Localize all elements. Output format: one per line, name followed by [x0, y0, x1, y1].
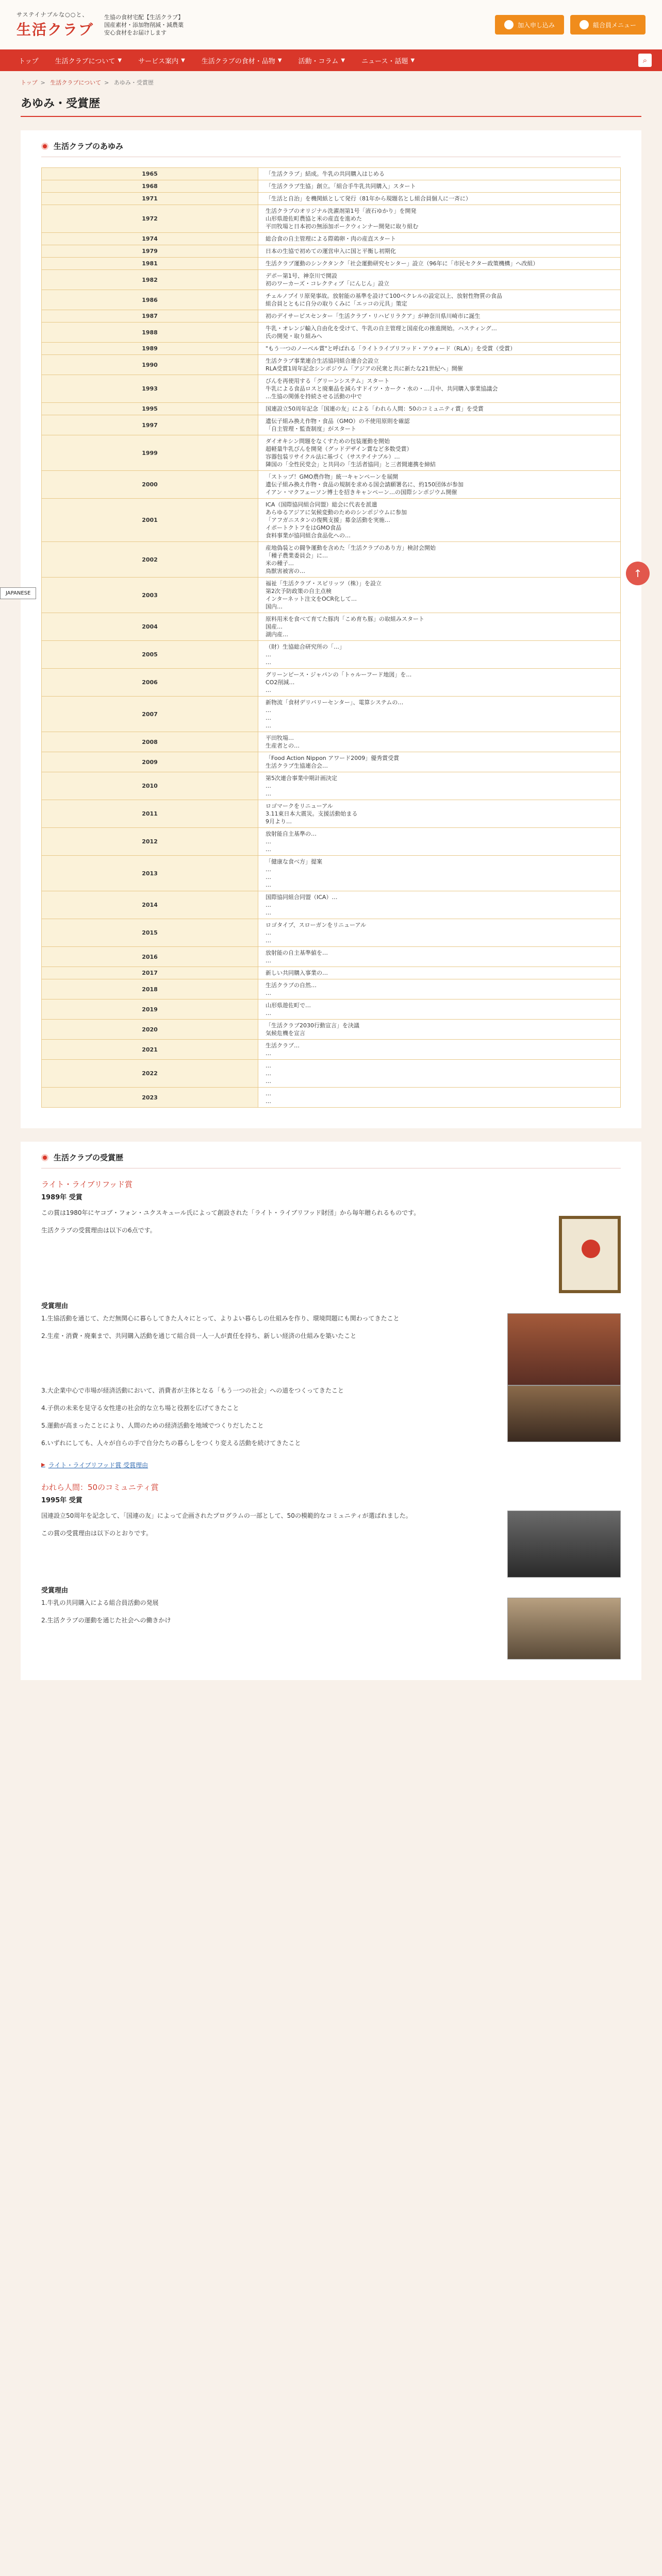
award-photo: [507, 1598, 621, 1659]
history-event: 原料用米を食べて育てた豚肉「こめ育ち豚」の取組みスタート 国産… 湖内産…: [258, 613, 621, 641]
history-row: [42, 435, 621, 471]
search-icon[interactable]: ⌕: [638, 54, 652, 67]
history-event: 「ストップ！GMO農作物」統一キャンペーンを展開 遺伝子組み換え作物・食品の規制を求める国会請願署名に、約150団体が参加 イアン・マクフェーソン博士を招きキャンペーン…の国際シンポジウム開催: [258, 471, 621, 499]
history-row: [42, 403, 621, 415]
history-row: [42, 270, 621, 290]
history-event: 生活クラブ事業連合生活協同組合連合会設立 RLA受賞1周年記念シンポジウム「アジアの民衆と共に新たな21世紀へ」開催: [258, 355, 621, 375]
history-event: … …: [258, 1088, 621, 1108]
history-row: [42, 415, 621, 435]
history-year: 2005: [42, 641, 258, 669]
history-row: [42, 919, 621, 947]
page-title: あゆみ・受賞歴: [21, 91, 641, 117]
history-year: 2012: [42, 828, 258, 856]
history-year: 2023: [42, 1088, 258, 1108]
history-year: 1988: [42, 323, 258, 343]
history-row: [42, 245, 621, 258]
reason-item: 2.生産・消費・廃棄まで、共同購入活動を通じて組合員一人一人が責任を持ち、新しい経済の仕組みを築いたこと: [41, 1332, 357, 1340]
history-year: 1982: [42, 270, 258, 290]
logo-text: 生活クラブ: [16, 21, 94, 38]
history-year: 1968: [42, 180, 258, 193]
history-row: [42, 669, 621, 697]
history-event: デポー第1号、神奈川で開設 初のワーカーズ・コレクティブ「にんじん」設立: [258, 270, 621, 290]
history-year: 2017: [42, 967, 258, 979]
logo-tagline: サステイナブルな○○と、: [16, 11, 89, 18]
back-to-top-button[interactable]: ↑: [626, 562, 650, 585]
history-row: [42, 697, 621, 732]
history-title: 生活クラブのあゆみ: [54, 142, 124, 151]
history-event: ロゴタイプ、スローガンをリニューアル … …: [258, 919, 621, 947]
history-row: [42, 752, 621, 772]
history-event: 遺伝子組み換え作物・食品（GMO）の不使用原則を確認 「自主管理・監査制度」がスタート: [258, 415, 621, 435]
awards-title: 生活クラブの受賞歴: [54, 1153, 124, 1162]
history-year: 2009: [42, 752, 258, 772]
award-year: 1989年 受賞: [41, 1194, 82, 1201]
award-intro2: 生活クラブの受賞理由は以下の6点です。: [41, 1227, 156, 1234]
history-row: [42, 578, 621, 613]
nav-item-service[interactable]: サービス案内 ▼: [138, 57, 185, 65]
award-intro: この賞は1980年にヤコブ・フォン・ユクスキュール氏によって創設された「ライト・ライブリフッド財団」から毎年贈られるものです。: [41, 1209, 420, 1216]
history-row: [42, 233, 621, 245]
awards-section: [21, 1142, 641, 1680]
history-event: 「生活と自治」を機関紙として発行（81年から現題名とし組合員個人に一斉に）: [258, 193, 621, 205]
reason-item: 5.運動が高まったことにより、人間のための経済活動を地域でつくりだしたこと: [41, 1422, 264, 1429]
history-year: 1987: [42, 310, 258, 323]
history-row: [42, 205, 621, 233]
history-row: [42, 290, 621, 310]
history-year: 1990: [42, 355, 258, 375]
award-intro2: この賞の受賞理由は以下のとおりです。: [41, 1530, 153, 1537]
history-event: 生活クラブのオリジナル洗濯剤第1号「液石ゆかり」を開発 山形県遊佐町農協と米の産直を進めた 平田牧場と日本初の無添加ポークウィンナー開発に取り組む: [258, 205, 621, 233]
history-row: [42, 1040, 621, 1060]
history-year: 2006: [42, 669, 258, 697]
nav-item-products[interactable]: 生活クラブの食材・品物 ▼: [201, 57, 282, 65]
history-year: 1999: [42, 435, 258, 471]
nav-item-activity[interactable]: 活動・コラム ▼: [298, 57, 345, 65]
award-name: ライト・ライブリフッド賞: [41, 1180, 133, 1189]
history-year: 1997: [42, 415, 258, 435]
history-row: [42, 310, 621, 323]
history-event: チェルノブイリ原発事故。放射能の基準を設けて100ベクレルの設定以上、放射性物質の食品 組合員とともに自分の取りくみに「エッコの元具」策定: [258, 290, 621, 310]
breadcrumb-about[interactable]: 生活クラブについて: [50, 79, 102, 86]
award-name: われら人間：50のコミュニティ賞: [41, 1483, 159, 1492]
history-year: 1965: [42, 168, 258, 180]
history-row: [42, 800, 621, 828]
award-certificate-image: [559, 1216, 621, 1293]
join-button[interactable]: 加入申し込み: [495, 15, 564, 35]
history-year: 1971: [42, 193, 258, 205]
history-year: 2008: [42, 732, 258, 752]
history-event: 福祉「生活クラブ・スピリッツ（株）」を設立 第2次予防政策の自主点検 インターネット注文をOCR化して… 国内…: [258, 578, 621, 613]
history-event: ロゴマークをリニューアル 3.11東日本大震災。支援活動始まる 9月より…: [258, 800, 621, 828]
award-reason-link[interactable]: ▶ ライト・ライブリフッド賞 受賞理由: [41, 1462, 148, 1469]
reason-item: 6.いずれにしても、人々が自らの手で自分たちの暮らしをつくり変える活動を続けてきたこと: [41, 1439, 301, 1447]
nav-item-top[interactable]: トップ: [19, 57, 39, 65]
history-row: [42, 193, 621, 205]
history-event: 国連設立50周年記念「国連の友」による「われら人間：50のコミュニティ賞」を受賞: [258, 403, 621, 415]
history-table: [41, 167, 621, 1108]
history-event: 生活クラブの自然… …: [258, 979, 621, 999]
history-year: 1989: [42, 343, 258, 355]
history-event: びんを再使用する「グリーンシステム」スタート 牛乳による食品ロスと廃棄品を減らすドイツ・カーク・水の・…月中、共同購入事業協議会 …生協の関係を持続させる活動の中で: [258, 375, 621, 403]
user-icon: [580, 20, 589, 29]
history-event: 産地偽装との闘争運動を含めた「生活クラブのあり方」検討会開始 「種子農業委員会」に… 米の種子… 鳥獣害被害の…: [258, 542, 621, 578]
history-year: 2001: [42, 499, 258, 542]
history-event: 「生活クラブ2030行動宣言」を決議 気候危機を宣言: [258, 1020, 621, 1040]
history-year: 1981: [42, 258, 258, 270]
section-bullet-icon: [41, 143, 48, 150]
section-bullet-icon: [41, 1154, 48, 1161]
reason-label: 受賞理由: [41, 1302, 69, 1310]
chevron-down-icon: ▼: [118, 57, 122, 63]
history-event: 生活クラブ運動のシンクタンク「社会運動研究センター」設立（96年に「市民セクター政策機構」へ改組）: [258, 258, 621, 270]
history-year: 2015: [42, 919, 258, 947]
nav-item-news[interactable]: ニュース・話題 ▼: [361, 57, 415, 65]
history-row: [42, 947, 621, 967]
history-event: … … …: [258, 1060, 621, 1088]
chevron-down-icon: ▼: [410, 57, 415, 63]
reason-item: 1.生協活動を通じて、ただ無関心に暮らしてきた人々にとって、よりよい暮らしの仕組みを作り、環境問題にも関わってきたこと: [41, 1315, 400, 1322]
breadcrumb-top[interactable]: トップ: [21, 79, 38, 86]
history-year: 2010: [42, 772, 258, 800]
site-header: [0, 0, 662, 49]
history-year: 1995: [42, 403, 258, 415]
chevron-down-icon: ▼: [181, 57, 185, 63]
history-event: 新しい共同購入事業の…: [258, 967, 621, 979]
history-row: [42, 979, 621, 999]
history-row: [42, 375, 621, 403]
history-event: 「生活クラブ」結成。牛乳の共同購入はじめる: [258, 168, 621, 180]
history-event: グリーンピース・ジャパンの「トゥルーフード地図」を… CO2削減… …: [258, 669, 621, 697]
history-row: [42, 999, 621, 1020]
history-year: 2014: [42, 891, 258, 919]
history-event: 山形県遊佐町で… …: [258, 999, 621, 1020]
global-nav: [0, 49, 662, 71]
breadcrumb: トップ > 生活クラブについて > あゆみ・受賞歴: [21, 79, 154, 86]
history-year: 2011: [42, 800, 258, 828]
history-row: [42, 180, 621, 193]
award-photo: [507, 1313, 621, 1385]
reason-item: 4.子供の未来を見守る女性達の社会的な立ち場と役割を広げてきたこと: [41, 1404, 239, 1412]
breadcrumb-current: あゆみ・受賞歴: [113, 79, 154, 86]
history-event: 放射能の自主基準値を… …: [258, 947, 621, 967]
history-event: 国際協同組合同盟（ICA）… … …: [258, 891, 621, 919]
history-year: 2000: [42, 471, 258, 499]
history-year: 2019: [42, 999, 258, 1020]
history-event: 放射能自主基準の… … …: [258, 828, 621, 856]
history-row: [42, 1020, 621, 1040]
language-selector[interactable]: JAPANESE: [0, 587, 36, 599]
history-row: [42, 856, 621, 891]
history-row: [42, 499, 621, 542]
history-row: [42, 967, 621, 979]
history-year: 2002: [42, 542, 258, 578]
history-row: [42, 258, 621, 270]
history-year: 1979: [42, 245, 258, 258]
history-event: 第5次連合事業中期計画決定 … …: [258, 772, 621, 800]
history-year: 1993: [42, 375, 258, 403]
history-event: 総合食の自主管理による際鶏卵・肉の産直スタート: [258, 233, 621, 245]
history-row: [42, 1088, 621, 1108]
history-event: 牛乳・オレンジ輸入自由化を受けて、牛乳の自主管理と国産化の推進開始。ハスティング… 氏の開発・取り組みへ: [258, 323, 621, 343]
history-year: 2020: [42, 1020, 258, 1040]
history-event: 「健康な食べ方」提案 … … …: [258, 856, 621, 891]
history-row: [42, 343, 621, 355]
history-row: [42, 732, 621, 752]
header-description: 生協の食材宅配【生活クラブ】 国産素材・添加物削減・減農薬 安心食材をお届けします: [104, 13, 184, 36]
history-row: [42, 168, 621, 180]
award-photo: [507, 1511, 621, 1578]
history-row: [42, 323, 621, 343]
reason-item: 3.大企業中心で市場が経済活動において、消費者が主体となる「もう一つの社会」への道をつくってきたこと: [41, 1387, 344, 1394]
history-row: [42, 772, 621, 800]
history-event: 「Food Action Nippon アワード2009」優秀賞受賞 生活クラブ生協連合会…: [258, 752, 621, 772]
history-year: 1974: [42, 233, 258, 245]
history-row: [42, 542, 621, 578]
history-year: 2022: [42, 1060, 258, 1088]
history-year: 2018: [42, 979, 258, 999]
history-event: 「生活クラブ生協」創立。「組合手牛乳共同購入」スタート: [258, 180, 621, 193]
nav-item-about[interactable]: 生活クラブについて ▼: [55, 57, 122, 65]
history-year: 1972: [42, 205, 258, 233]
history-row: [42, 891, 621, 919]
reason-item: 2.生活クラブの運動を通じた社会への働きかけ: [41, 1617, 171, 1624]
join-icon: [504, 20, 514, 29]
award-year: 1995年 受賞: [41, 1497, 82, 1504]
history-row: [42, 1060, 621, 1088]
history-event: 新物流「食材デリバリーセンター」、電算システムの… … … …: [258, 697, 621, 732]
history-event: "もう一つのノーベル賞"と呼ばれる「ライトライブリフッド・アウォード（RLA）」を受賞（受賞）: [258, 343, 621, 355]
award-intro: 国連設立50周年を記念して、「国連の友」によって企画されたプログラムの一部として、50の模範的なコミュニティが選ばれました。: [41, 1512, 412, 1519]
pdf-icon: ▶: [41, 1462, 45, 1468]
logo[interactable]: [16, 10, 94, 39]
award-photo: [507, 1385, 621, 1442]
history-year: 2016: [42, 947, 258, 967]
history-year: 2003: [42, 578, 258, 613]
history-event: 生活クラブ… …: [258, 1040, 621, 1060]
history-event: （財）生協総合研究所の「…」 … …: [258, 641, 621, 669]
reason-label: 受賞理由: [41, 1587, 69, 1595]
chevron-down-icon: ▼: [341, 57, 345, 63]
history-event: 平田牧場… 生産者との…: [258, 732, 621, 752]
history-year: 2007: [42, 697, 258, 732]
reason-item: 1.牛乳の共同購入による組合員活動の発展: [41, 1599, 159, 1606]
history-row: [42, 613, 621, 641]
chevron-down-icon: ▼: [277, 57, 282, 63]
history-year: 2013: [42, 856, 258, 891]
history-section: [21, 130, 641, 1128]
history-event: 初のデイサービスセンター「生活クラブ・リハビリラクア」が神奈川県川崎市に誕生: [258, 310, 621, 323]
history-row: [42, 471, 621, 499]
history-event: ダイオキシン問題をなくすための包装運動を開始 超軽量牛乳びんを開発（グッドデザイン賞など多数受賞） 容器包装リサイクル法に基づく（サステイナブル）… 隣国の「全性民党会」と共同の「生活者協同」と三者間連携を締結: [258, 435, 621, 471]
history-row: [42, 641, 621, 669]
history-row: [42, 828, 621, 856]
history-event: ICA（国際協同組合同盟）総会に代表を派遣 あらゆるアジアに気候変動のためのシンポジウムに参加 「アフガニスタンの復興支援」募金活動を実施… イポートクトフをはGMO食品 食料事業が協同組合食品化への…: [258, 499, 621, 542]
history-year: 1986: [42, 290, 258, 310]
history-row: [42, 355, 621, 375]
member-menu-button[interactable]: 組合員メニュー: [570, 15, 646, 35]
history-year: 2021: [42, 1040, 258, 1060]
history-year: 2004: [42, 613, 258, 641]
history-event: 日本の生協で初めての運営申入に国と平衡し初期化: [258, 245, 621, 258]
